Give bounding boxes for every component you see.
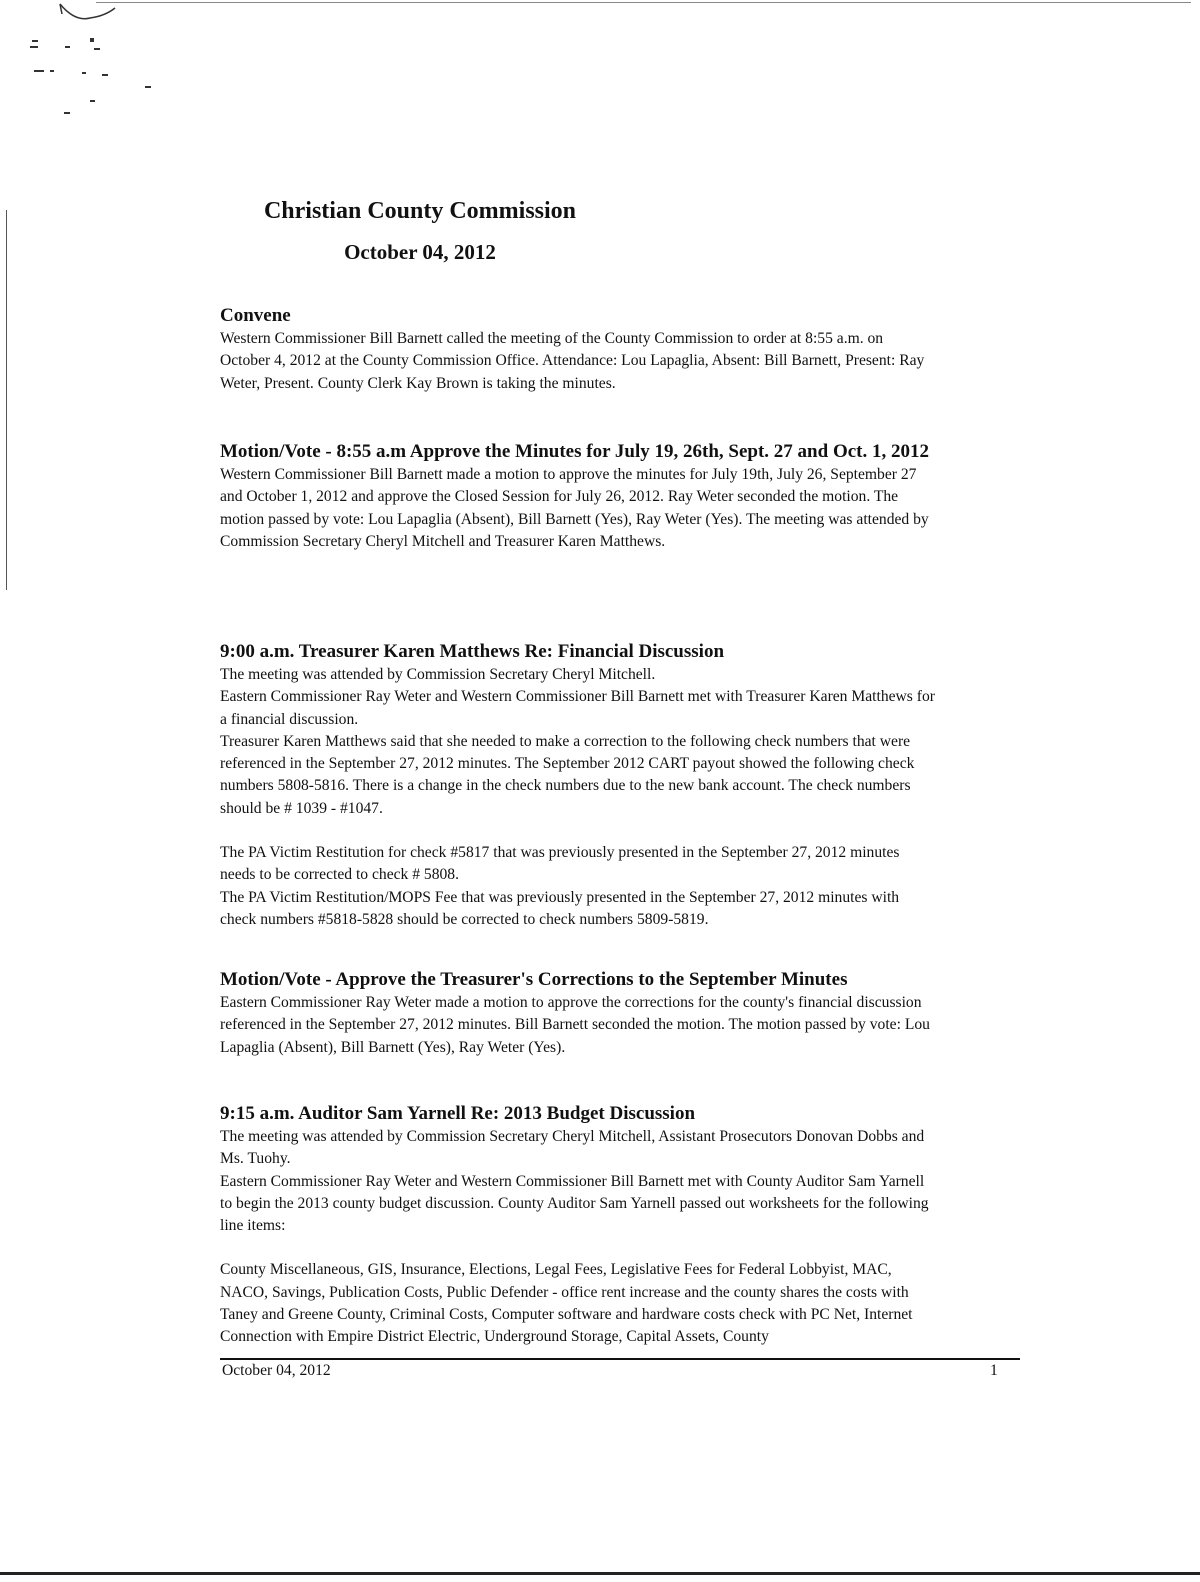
section-budget-discussion (220, 1102, 935, 1349)
section-heading: Convene (220, 305, 291, 326)
section-paragraph: The meeting was attended by Commission Secretary Cheryl Mitchell, Assistant Prosecutors Donovan Dobbs and Ms. Tuohy. (220, 1128, 925, 1168)
document-date: October 04, 2012 (344, 240, 496, 264)
footer-date: October 04, 2012 (222, 1362, 331, 1379)
scan-bottom-border (0, 1572, 1200, 1575)
section-paragraph: The PA Victim Restitution for check #5817 that was previously presented in the September 27, 2012 minutes needs to be corrected to check # 5808. (220, 844, 900, 884)
section-heading: Motion/Vote - Approve the Treasurer's Corrections to the September Minutes (220, 969, 848, 990)
section-paragraph: Eastern Commissioner Ray Weter made a motion to approve the corrections for the county's financial discussion referenced in the September 27, 2012 minutes. Bill Barnett seconded the motion. The motion passed by vote: Lou Lapaglia (Absent), Bill Barnett (Yes), Ray Weter (Yes). (220, 994, 930, 1056)
scan-top-border (96, 2, 1191, 3)
paragraph-gap (220, 820, 935, 842)
section-paragraph: Treasurer Karen Matthews said that she needed to make a correction to the following check numbers that were referenced in the September 27, 2012 minutes. The September 2012 CART payout showed the following check numbers 5808-5816. There is a change in the check numbers due to the new bank account. The check numbers should be # 1039 - #1047. (220, 732, 915, 817)
section-paragraph: Western Commissioner Bill Barnett made a motion to approve the minutes for July 19th, July 26, September 27 and October 1, 2012 and approve the Closed Session for July 26, 2012. Ray Weter seconded the motion. The motion passed by vote: Lou Lapaglia (Absent), Bill Barnett (Yes), Ray Weter (Yes). The meeting was attended by Commission Secretary Cheryl Mitchell and Treasurer Karen Matthews. (220, 466, 929, 550)
scan-left-edge (6, 210, 7, 590)
page-number: 1 (990, 1362, 998, 1379)
footer-rule (220, 1358, 1020, 1360)
document-title: Christian County Commission (263, 198, 577, 224)
section-heading: Motion/Vote - 8:55 a.m Approve the Minutes for July 19, 26th, Sept. 27 and Oct. 1, 2012 (220, 441, 929, 462)
section-paragraph: Eastern Commissioner Ray Weter and Western Commissioner Bill Barnett met with County Auditor Sam Yarnell to begin the 2013 county budget discussion. County Auditor Sam Yarnell passed out worksheets for the following line items: (220, 1172, 929, 1235)
section-paragraph: The PA Victim Restitution/MOPS Fee that was previously presented in the September 27, 2012 minutes with check numbers #5818-5828 should be corrected to check numbers 5809-5819. (220, 888, 900, 928)
section-approve-corrections (220, 968, 935, 1059)
section-paragraph: County Miscellaneous, GIS, Insurance, Elections, Legal Fees, Legislative Fees for Federal Lobbyist, MAC, NACO, Savings, Publication Costs, Public Defender - office rent increase and the county shares the costs with Taney and Greene County, Criminal Costs, Computer software and hardware costs check with PC Net, Internet Connection with Empire District Electric, Underground Storage, Capital Assets, County (220, 1261, 913, 1346)
section-paragraph: Western Commissioner Bill Barnett called the meeting of the County Commission to order at 8:55 a.m. on October 4, 2012 at the County Commission Office. Attendance: Lou Lapaglia, Absent: Bill Barnett, Present: Ray Weter, Present. County Clerk Kay Brown is taking the minutes. (220, 330, 925, 392)
section-paragraph: Eastern Commissioner Ray Weter and Western Commissioner Bill Barnett met with Treasurer Karen Matthews for a financial discussion. (220, 688, 935, 728)
section-treasurer-discussion (220, 640, 935, 931)
section-paragraph: The meeting was attended by Commission Secretary Cheryl Mitchell. (220, 666, 656, 683)
section-approve-minutes (220, 439, 935, 553)
section-convene (220, 304, 935, 395)
section-heading: 9:15 a.m. Auditor Sam Yarnell Re: 2013 Budget Discussion (220, 1103, 696, 1124)
paragraph-gap (220, 1237, 935, 1259)
scan-speckle-marks (20, 0, 170, 120)
section-heading: 9:00 a.m. Treasurer Karen Matthews Re: Financial Discussion (220, 641, 725, 662)
